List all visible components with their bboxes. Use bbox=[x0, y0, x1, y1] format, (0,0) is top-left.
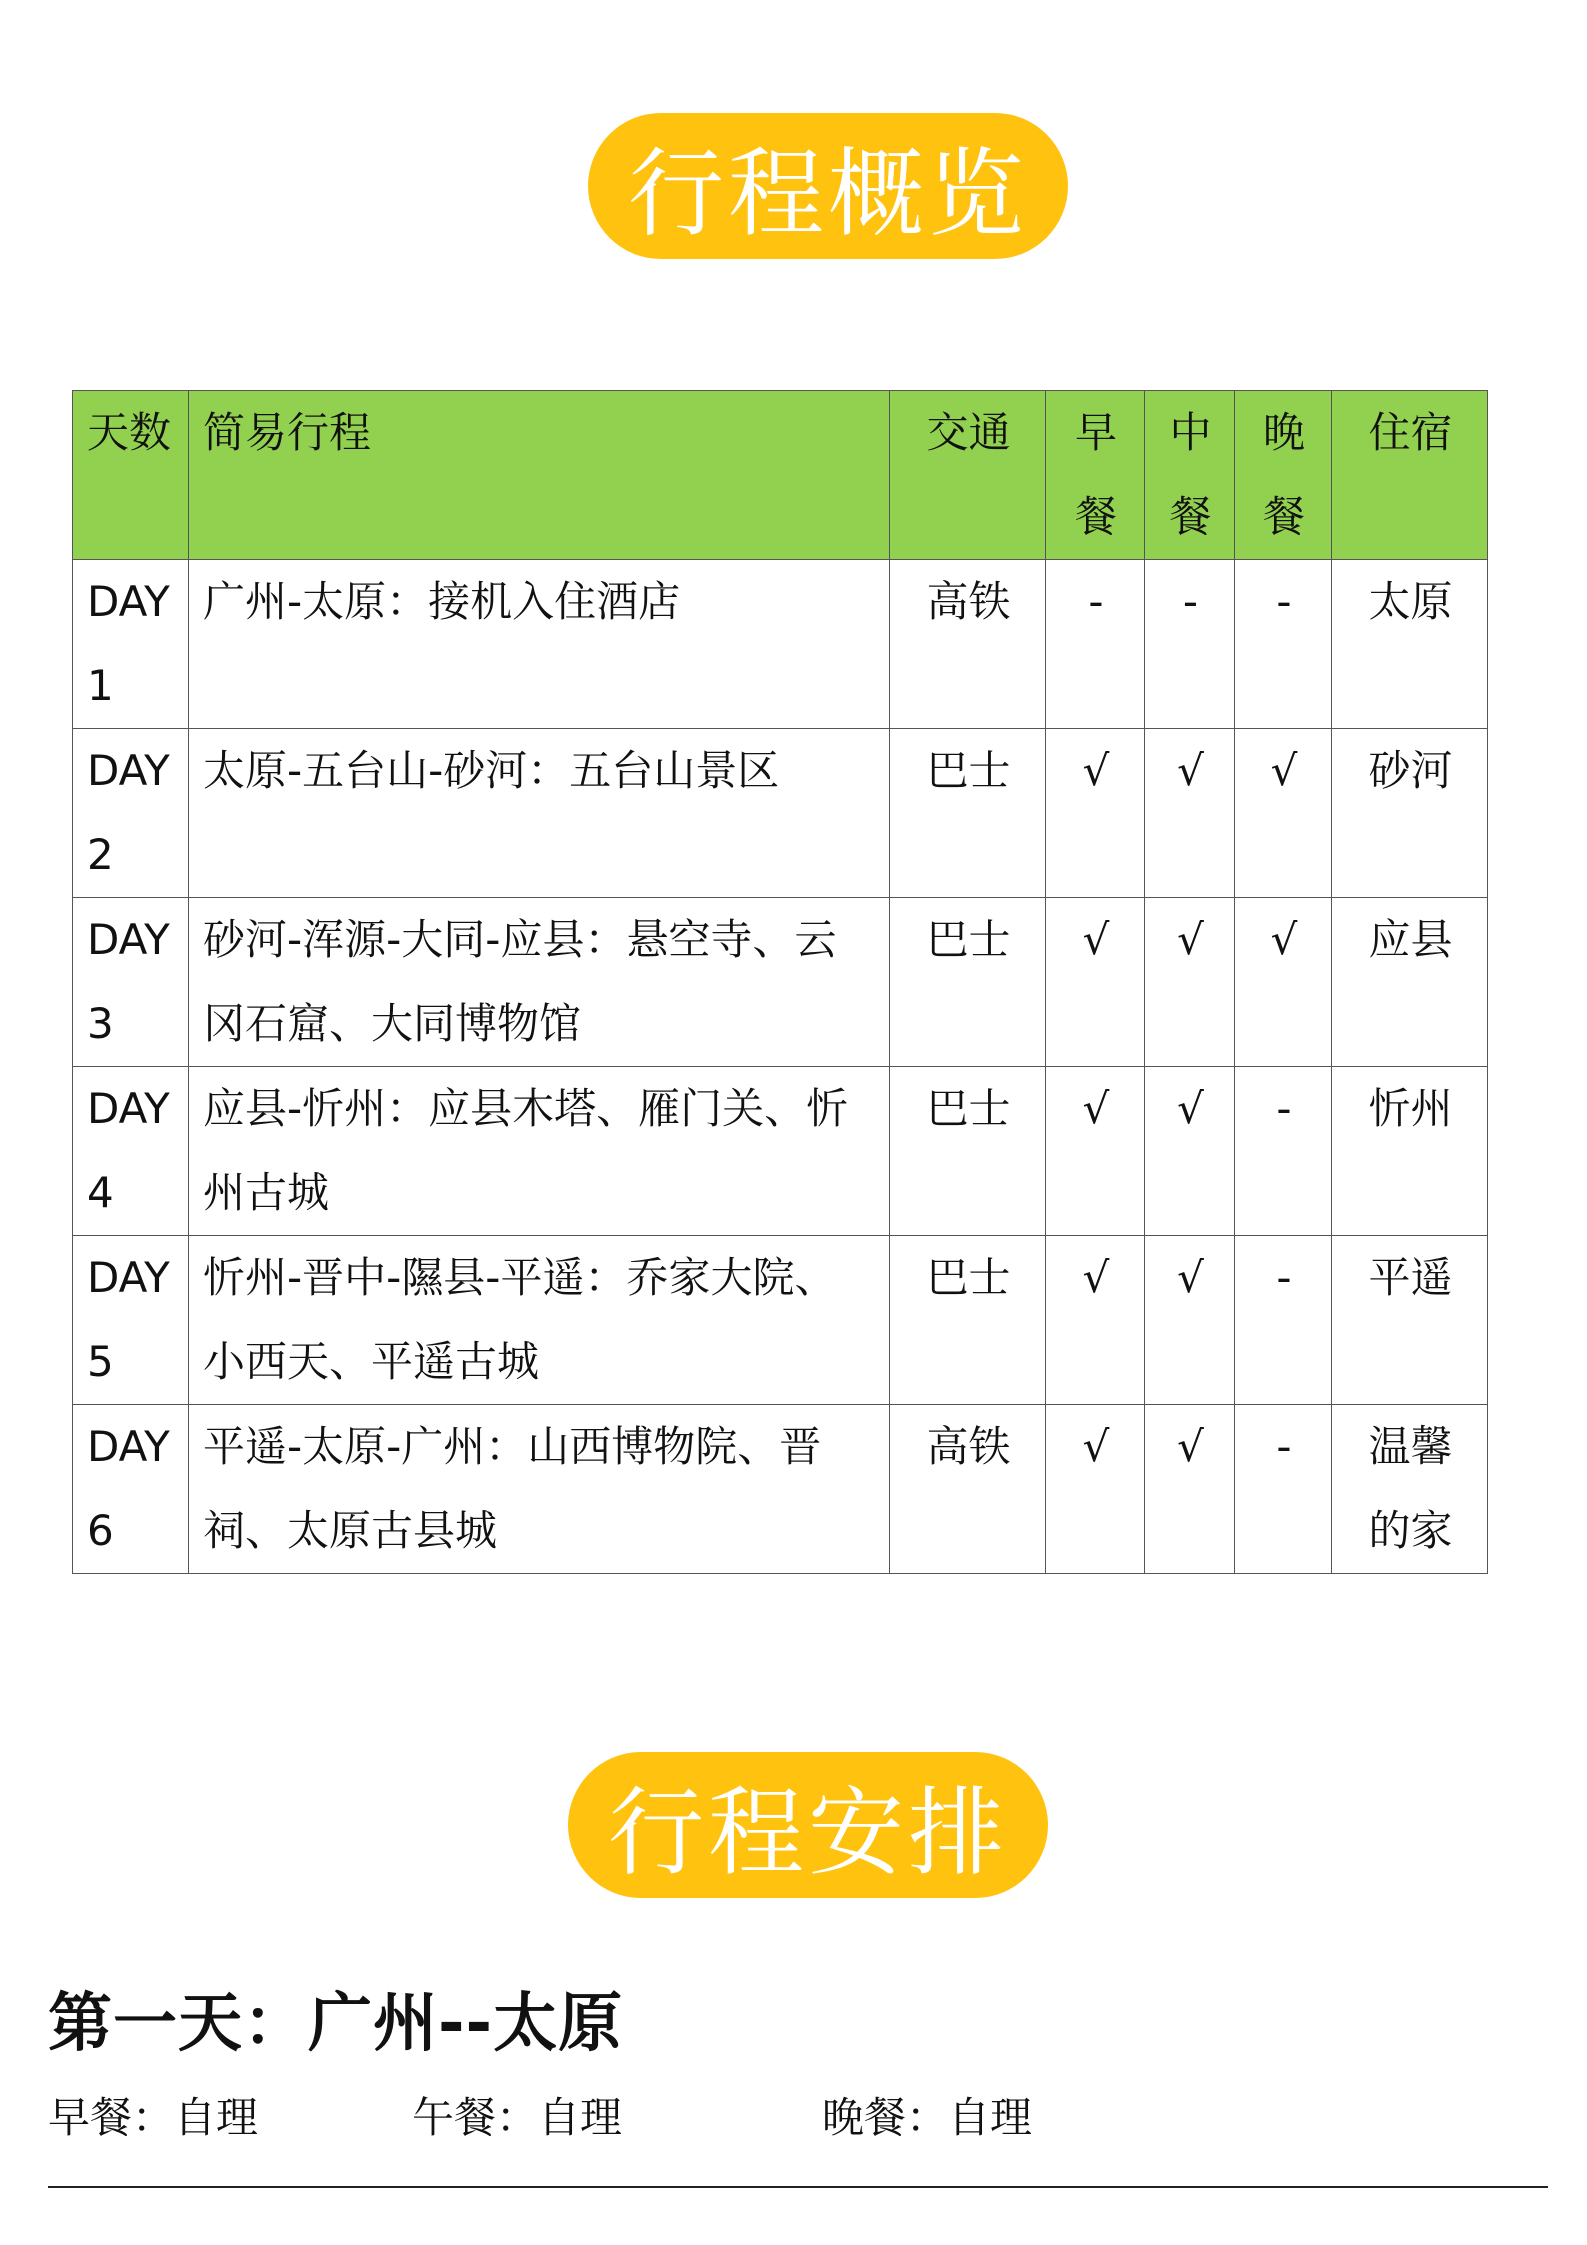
header-brief: 简易行程 bbox=[189, 391, 890, 560]
header-breakfast: 早餐 bbox=[1046, 391, 1145, 560]
cell-lunch: √ bbox=[1145, 1236, 1235, 1405]
table-row bbox=[73, 560, 1488, 729]
cell-brief: 平遥-太原-广州：山西博物院、晋祠、太原古县城 bbox=[189, 1405, 890, 1574]
cell-dinner: - bbox=[1235, 1067, 1332, 1236]
cell-brief: 忻州-晋中-隰县-平遥：乔家大院、小西天、平遥古城 bbox=[189, 1236, 890, 1405]
cell-stay: 太原 bbox=[1332, 560, 1488, 729]
cell-day: DAY5 bbox=[73, 1236, 189, 1405]
header-stay: 住宿 bbox=[1332, 391, 1488, 560]
header-transport: 交通 bbox=[890, 391, 1046, 560]
cell-day: DAY3 bbox=[73, 898, 189, 1067]
cell-breakfast: √ bbox=[1046, 1236, 1145, 1405]
cell-transport: 巴士 bbox=[890, 898, 1046, 1067]
table-row bbox=[73, 729, 1488, 898]
cell-brief: 太原-五台山-砂河：五台山景区 bbox=[189, 729, 890, 898]
cell-dinner: - bbox=[1235, 1236, 1332, 1405]
cell-lunch: √ bbox=[1145, 729, 1235, 898]
cell-stay: 应县 bbox=[1332, 898, 1488, 1067]
cell-breakfast: √ bbox=[1046, 898, 1145, 1067]
header-day: 天数 bbox=[73, 391, 189, 560]
day1-breakfast: 早餐：自理 bbox=[48, 2093, 259, 2142]
table-header-row bbox=[73, 391, 1488, 560]
table-row bbox=[73, 1067, 1488, 1236]
cell-stay: 忻州 bbox=[1332, 1067, 1488, 1236]
schedule-title: 行程安排 bbox=[568, 1752, 1048, 1898]
cell-dinner: √ bbox=[1235, 898, 1332, 1067]
cell-brief: 广州-太原：接机入住酒店 bbox=[189, 560, 890, 729]
cell-lunch: √ bbox=[1145, 898, 1235, 1067]
cell-lunch: √ bbox=[1145, 1405, 1235, 1574]
day1-heading: 第一天：广州--太原 bbox=[48, 1987, 624, 2061]
section-divider bbox=[48, 2186, 1548, 2188]
cell-stay: 温馨的家 bbox=[1332, 1405, 1488, 1574]
cell-brief: 应县-忻州：应县木塔、雁门关、忻州古城 bbox=[189, 1067, 890, 1236]
cell-day: DAY1 bbox=[73, 560, 189, 729]
cell-breakfast: √ bbox=[1046, 729, 1145, 898]
cell-transport: 巴士 bbox=[890, 729, 1046, 898]
header-lunch: 中餐 bbox=[1145, 391, 1235, 560]
cell-stay: 砂河 bbox=[1332, 729, 1488, 898]
overview-title: 行程概览 bbox=[588, 113, 1068, 259]
cell-day: DAY2 bbox=[73, 729, 189, 898]
cell-dinner: - bbox=[1235, 560, 1332, 729]
cell-dinner: √ bbox=[1235, 729, 1332, 898]
cell-day: DAY4 bbox=[73, 1067, 189, 1236]
cell-breakfast: √ bbox=[1046, 1067, 1145, 1236]
day1-dinner: 晚餐：自理 bbox=[822, 2093, 1033, 2142]
cell-breakfast: √ bbox=[1046, 1405, 1145, 1574]
cell-transport: 高铁 bbox=[890, 560, 1046, 729]
cell-day: DAY6 bbox=[73, 1405, 189, 1574]
table-row bbox=[73, 898, 1488, 1067]
cell-brief: 砂河-浑源-大同-应县：悬空寺、云冈石窟、大同博物馆 bbox=[189, 898, 890, 1067]
table-row bbox=[73, 1405, 1488, 1574]
cell-transport: 高铁 bbox=[890, 1405, 1046, 1574]
cell-stay: 平遥 bbox=[1332, 1236, 1488, 1405]
header-dinner: 晚餐 bbox=[1235, 391, 1332, 560]
table-row bbox=[73, 1236, 1488, 1405]
cell-lunch: √ bbox=[1145, 1067, 1235, 1236]
cell-transport: 巴士 bbox=[890, 1067, 1046, 1236]
itinerary-overview-table bbox=[72, 390, 1488, 1574]
cell-lunch: - bbox=[1145, 560, 1235, 729]
day1-lunch: 午餐：自理 bbox=[412, 2093, 623, 2142]
cell-breakfast: - bbox=[1046, 560, 1145, 729]
cell-transport: 巴士 bbox=[890, 1236, 1046, 1405]
cell-dinner: - bbox=[1235, 1405, 1332, 1574]
